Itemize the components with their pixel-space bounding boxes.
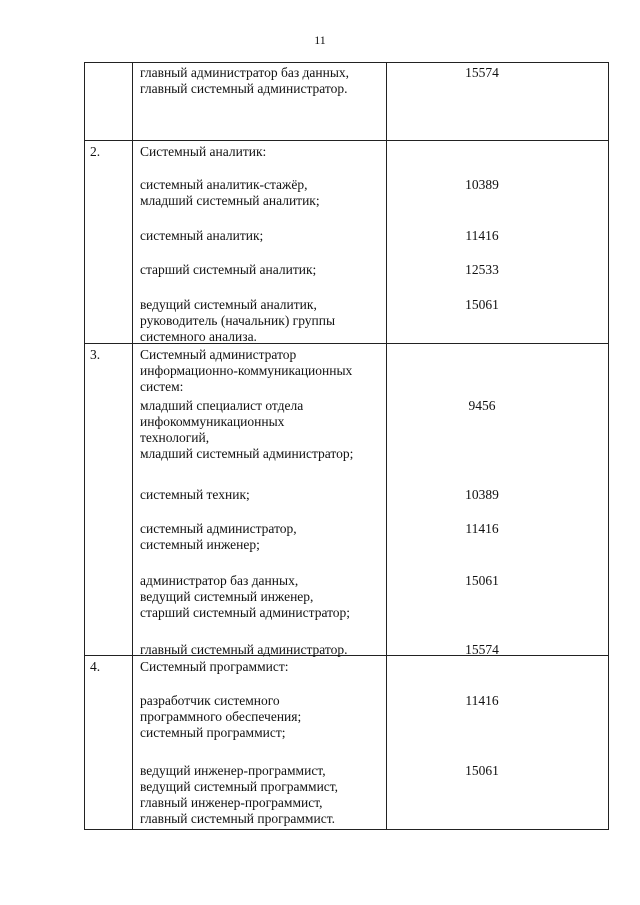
salary-value: 15061 [465, 297, 499, 312]
group-title: информационно-коммуникационных [140, 363, 353, 378]
position-line: ведущий инженер-программист, [140, 763, 326, 778]
group-title: систем: [140, 379, 184, 394]
salary-value: 10389 [465, 177, 499, 192]
position-line: ведущий системный инженер, [140, 589, 314, 604]
group-title: Системный администратор [140, 347, 297, 362]
position-line: ведущий системный аналитик, [140, 297, 317, 312]
page-number: 11 [314, 33, 326, 47]
row-separator-2 [84, 140, 609, 141]
position-line: системный техник; [140, 487, 250, 502]
position-line: главный инженер-программист, [140, 795, 323, 810]
position-line: младший системный аналитик; [140, 193, 320, 208]
row-number: 2. [90, 144, 101, 159]
table-border-top [84, 62, 609, 63]
table-border-bottom [84, 829, 609, 830]
row-number: 4. [90, 659, 101, 674]
position-line: ведущий системный программист, [140, 779, 339, 794]
group-title: Системный аналитик: [140, 144, 267, 159]
position-line: инфокоммуникационных [140, 414, 285, 429]
salary-value: 12533 [465, 262, 499, 277]
position-line: младший специалист отдела [140, 398, 304, 413]
salary-value: 15574 [465, 65, 499, 80]
position-line: технологий, [140, 430, 210, 445]
salary-value: 15061 [465, 763, 499, 778]
salary-value: 15061 [465, 573, 499, 588]
salary-value: 10389 [465, 487, 499, 502]
position-line: главный администратор баз данных, [140, 65, 350, 80]
table-border-far-right [608, 62, 609, 830]
salary-value: 9456 [468, 398, 496, 413]
position-line: разработчик системного [140, 693, 280, 708]
position-line: системный инженер; [140, 537, 260, 552]
salary-value: 11416 [465, 693, 499, 708]
position-line: системный аналитик-стажёр, [140, 177, 308, 192]
position-line: старший системный администратор; [140, 605, 351, 620]
position-line: системный администратор, [140, 521, 297, 536]
row-number: 3. [90, 347, 101, 362]
position-line: младший системный администратор; [140, 446, 354, 461]
position-line: программного обеспечения; [140, 709, 302, 724]
position-line: главный системный программист. [140, 811, 335, 826]
position-line: системного анализа. [140, 329, 257, 344]
salary-value: 11416 [465, 228, 499, 243]
position-line: главный системный администратор. [140, 81, 348, 96]
position-line: руководитель (начальник) группы [140, 313, 336, 328]
position-line: системный аналитик; [140, 228, 264, 243]
group-title: Системный программист: [140, 659, 289, 674]
salary-value: 11416 [465, 521, 499, 536]
position-line: администратор баз данных, [140, 573, 299, 588]
position-line: старший системный аналитик; [140, 262, 317, 277]
position-line: главный системный администратор. [140, 642, 348, 657]
table-border-right [386, 62, 387, 830]
table-border-left [84, 62, 85, 830]
salary-value: 15574 [465, 642, 499, 657]
table-divider-col1 [132, 62, 133, 830]
position-line: системный программист; [140, 725, 286, 740]
